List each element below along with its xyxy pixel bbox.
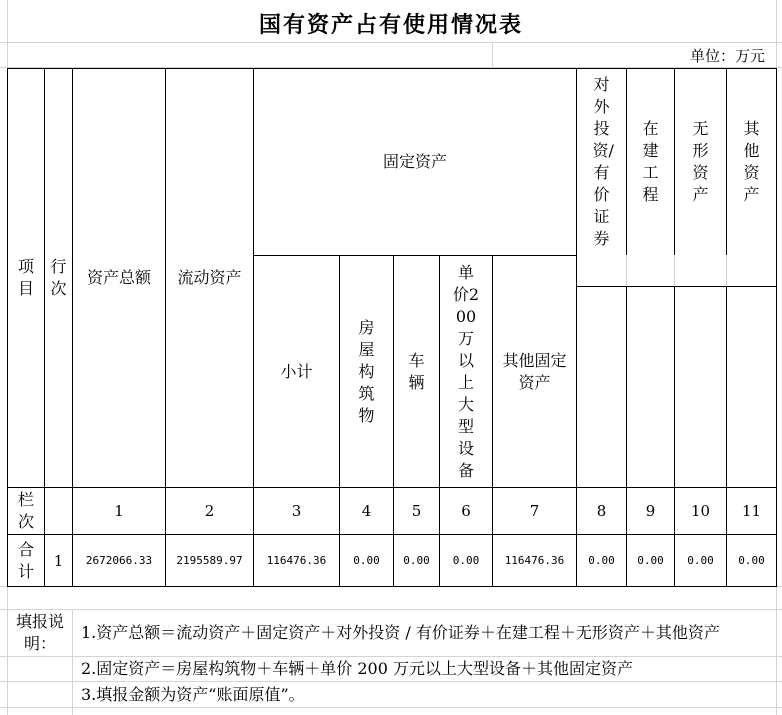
- page-title: 国有资产占有使用情况表: [258, 11, 523, 38]
- notes-label: [8, 610, 72, 656]
- header-investment-text: 对外投资/有价证券: [592, 75, 614, 248]
- total-value: 116476.36: [266, 554, 327, 567]
- column-number: 4: [361, 502, 372, 520]
- header-other-assets: [727, 69, 776, 255]
- total-value: 116476.36: [504, 554, 565, 567]
- header-other-fixed-text: 其他固定资产: [502, 350, 567, 392]
- header-other-fixed: [493, 256, 576, 487]
- header-construction: [627, 69, 674, 255]
- header-project-text: 项目: [17, 257, 34, 298]
- column-number: 1: [114, 502, 124, 520]
- header-vehicles: [394, 256, 439, 487]
- header-buildings: [340, 256, 393, 487]
- header-project: [8, 69, 44, 487]
- total-value: 0.00: [353, 554, 380, 567]
- header-fixed-assets: 固定资产: [382, 152, 447, 171]
- header-row-no-text: 行次: [50, 257, 67, 298]
- header-other-assets-text: 其他资产: [743, 119, 760, 204]
- column-number: 11: [741, 502, 762, 520]
- column-number: 10: [690, 502, 711, 520]
- header-total-assets: 资产总额: [86, 268, 151, 287]
- note-line-3: 3.填报金额为资产“账面原值”。: [81, 684, 305, 704]
- total-value: 0.00: [738, 554, 765, 567]
- total-value: 0.00: [687, 554, 714, 567]
- header-current-assets: [166, 69, 253, 487]
- header-construction-text: 在建工程: [642, 119, 659, 204]
- header-investment: [577, 69, 626, 255]
- total-row-label-text: 合计: [17, 539, 34, 581]
- header-buildings-text: 房屋构筑物: [358, 317, 375, 425]
- total-value: 0.00: [452, 554, 480, 567]
- notes-label-text: 填报说明：: [15, 612, 64, 653]
- column-number: 9: [645, 502, 656, 520]
- total-value: 0.00: [588, 554, 615, 567]
- header-large-equipment: [440, 256, 492, 487]
- total-value: 0.00: [403, 554, 430, 567]
- header-subtotal: 小计: [280, 361, 313, 381]
- unit-label: 单位：万元: [689, 46, 765, 65]
- header-vehicles-text: 车辆: [408, 350, 425, 392]
- column-number: 2: [204, 502, 215, 520]
- header-large-equipment-text: 单价200万以上大型设备: [452, 262, 480, 480]
- total-value: 2195589.97: [176, 554, 243, 567]
- column-number: 7: [529, 502, 540, 520]
- column-number: 5: [411, 502, 422, 520]
- header-row-no: [45, 69, 72, 487]
- total-row-label: [8, 535, 44, 586]
- total-row-number: 1: [53, 551, 64, 570]
- note-line-2: 2.固定资产＝房屋构筑物＋车辆＋单价 200 万元以上大型设备＋其他固定资产: [81, 659, 633, 678]
- column-number: 8: [596, 502, 607, 520]
- note-line-1: 1.资产总额＝流动资产＋固定资产＋对外投资 / 有价证券＋在建工程＋无形资产＋其他资产: [81, 623, 720, 642]
- column-number: 3: [291, 502, 302, 520]
- column-row-label-text: 栏次: [17, 490, 34, 531]
- header-intangible: [675, 69, 726, 255]
- header-intangible-text: 无形资产: [692, 119, 709, 204]
- total-value: 2672066.33: [85, 554, 153, 567]
- column-number: 6: [461, 502, 471, 520]
- column-row-label: [8, 488, 44, 534]
- total-value: 0.00: [637, 554, 664, 567]
- header-current-assets-text: 流动资产: [177, 268, 242, 287]
